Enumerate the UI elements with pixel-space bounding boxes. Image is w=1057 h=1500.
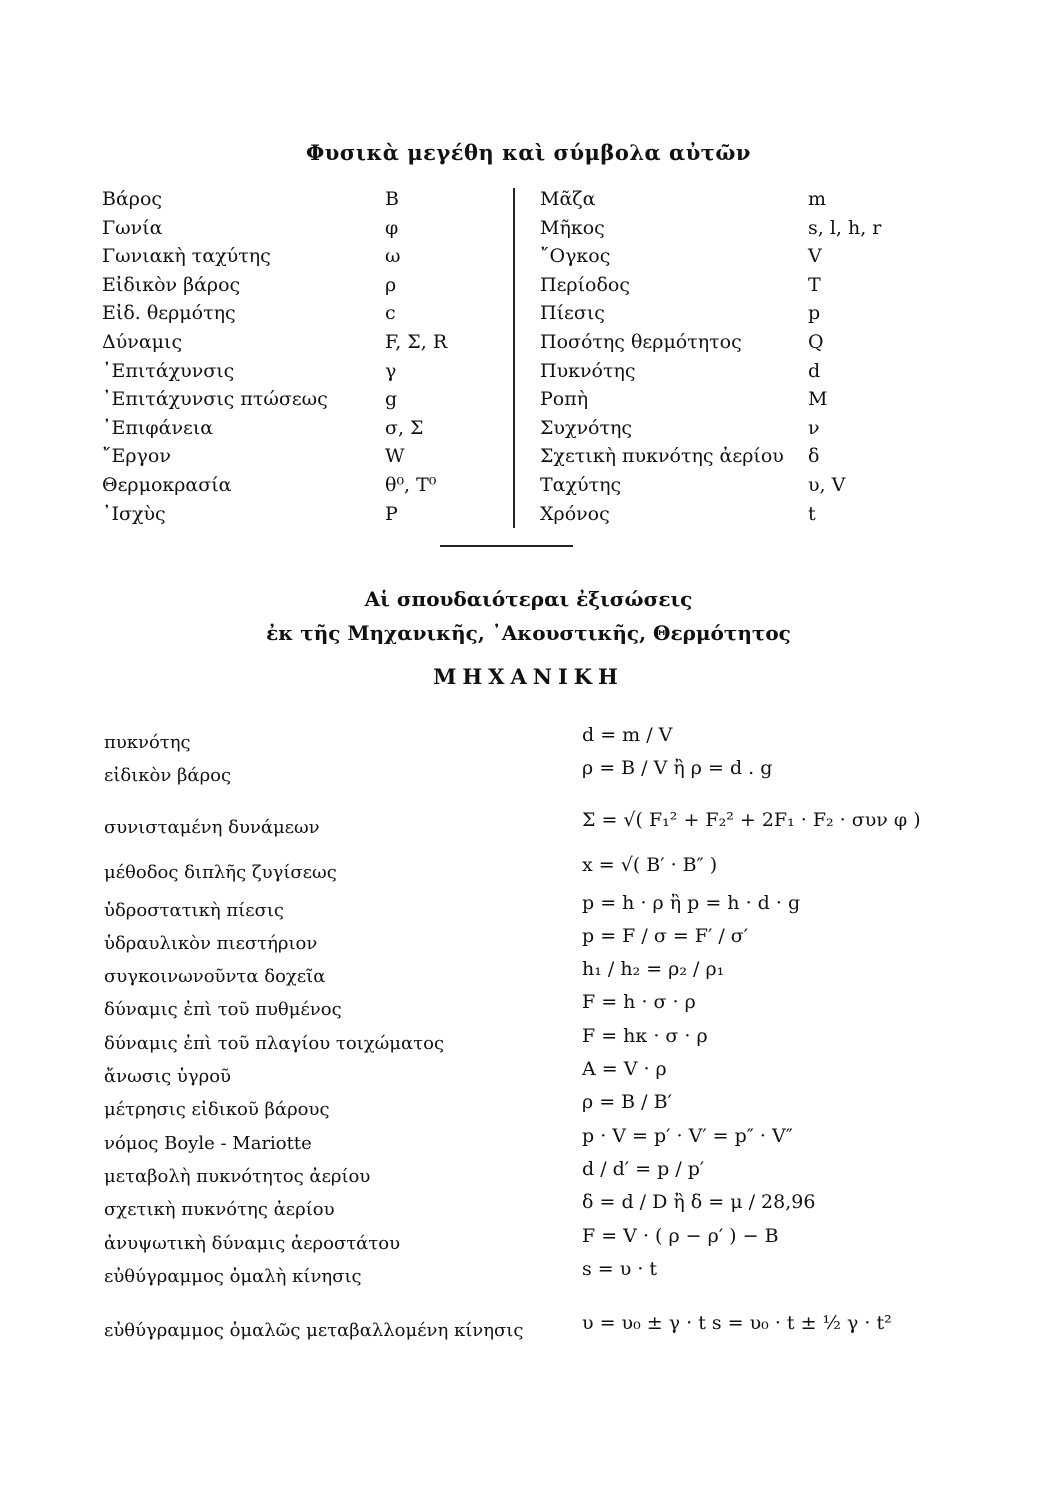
equation-name: συνισταμένη δυνάμεων	[104, 817, 320, 838]
left-quantity-name: ᾿Επιτάχυνσις	[102, 360, 235, 382]
left-quantity-name: Γωνία	[102, 217, 163, 239]
right-quantity-name: ῎Ογκος	[540, 245, 611, 267]
left-quantity-name: Θερμοκρασία	[102, 474, 232, 496]
right-quantity-name: Ποσότης θερμότητος	[540, 331, 742, 353]
equation-name: δύναμις ἐπὶ τοῦ πυθμένος	[104, 999, 342, 1020]
right-quantity-symbol: V	[808, 245, 822, 267]
left-quantity-name: ᾿Επιφάνεια	[102, 417, 214, 439]
equation-formula: h₁ / h₂ = ρ₂ / ρ₁	[582, 958, 725, 980]
right-quantity-symbol: p	[808, 302, 821, 324]
right-quantity-name: Περίοδος	[540, 274, 630, 296]
equation-formula: p = h · ρ ἢ p = h · d · g	[582, 892, 801, 914]
symbols-title: Φυσικὰ μεγέθη καὶ σύμβολα αὐτῶν	[306, 140, 751, 165]
column-divider	[513, 188, 515, 528]
equation-name: ὑδροστατικὴ πίεσις	[104, 900, 285, 921]
left-quantity-symbol: θ⁰, T⁰	[385, 474, 437, 496]
right-quantity-symbol: M	[808, 388, 828, 410]
left-quantity-name: ᾿Ισχὺς	[102, 503, 166, 525]
equation-formula: ρ = B / B′	[582, 1091, 672, 1113]
left-quantity-symbol: B	[385, 188, 399, 210]
right-quantity-symbol: d	[808, 360, 821, 382]
equation-formula: F = V · ( ρ − ρ′ ) − B	[582, 1225, 779, 1247]
left-quantity-name: Γωνιακὴ ταχύτης	[102, 245, 271, 267]
left-quantity-name: Εἰδικὸν βάρος	[102, 274, 241, 296]
left-quantity-symbol: F, Σ, R	[385, 331, 448, 353]
left-quantity-symbol: γ	[385, 360, 397, 382]
equation-name: εἰδικὸν βάρος	[104, 765, 232, 786]
equation-name: σχετικὴ πυκνότης ἀερίου	[104, 1199, 335, 1220]
equation-name: μέθοδος διπλῆς ζυγίσεως	[104, 862, 337, 883]
equation-name: εὐθύγραμμος ὁμαλὴ κίνησις	[104, 1266, 362, 1287]
equation-formula: A = V · ρ	[582, 1058, 667, 1080]
right-quantity-symbol: δ	[808, 445, 820, 467]
equations-title-1: Αἱ σπουδαιότεραι ἐξισώσεις	[364, 587, 693, 611]
equation-name: νόμος Boyle - Mariotte	[104, 1133, 312, 1154]
right-quantity-name: Πυκνότης	[540, 360, 636, 382]
left-quantity-name: ῎Εργον	[102, 445, 171, 467]
equation-formula: υ = υ₀ ± γ · t s = υ₀ · t ± ½ γ · t²	[582, 1312, 892, 1334]
right-quantity-name: Συχνότης	[540, 417, 633, 439]
equations-title-2: ἐκ τῆς Μηχανικῆς, ᾿Ακουστικῆς, Θερμότητος	[266, 621, 791, 645]
equation-formula: x = √( B′ · B″ )	[582, 854, 718, 876]
right-quantity-symbol: T	[808, 274, 821, 296]
equation-formula: δ = d / D ἢ δ = μ / 28,96	[582, 1191, 816, 1213]
right-quantity-symbol: ν	[808, 417, 820, 439]
right-quantity-symbol: m	[808, 188, 827, 210]
equation-formula: F = hκ · σ · ρ	[582, 1025, 708, 1047]
section-separator	[440, 545, 573, 547]
equation-formula: p · V = p′ · V′ = p″ · V″	[582, 1125, 793, 1147]
left-quantity-name: ᾿Επιτάχυνσις πτώσεως	[102, 388, 328, 410]
equation-formula: d / d′ = p / p′	[582, 1158, 705, 1180]
left-quantity-name: Δύναμις	[102, 331, 183, 353]
equation-name: μεταβολὴ πυκνότητος ἀερίου	[104, 1166, 371, 1187]
left-quantity-symbol: φ	[385, 217, 399, 239]
equation-name: πυκνότης	[104, 732, 191, 753]
right-quantity-name: Σχετικὴ πυκνότης ἀερίου	[540, 445, 784, 467]
right-quantity-name: Μῆκος	[540, 217, 605, 239]
equation-name: ἀνυψωτικὴ δύναμις ἀεροστάτου	[104, 1233, 401, 1254]
equation-name: συγκοινωνοῦντα δοχεῖα	[104, 966, 326, 987]
equation-formula: Σ = √( F₁² + F₂² + 2F₁ · F₂ · συν φ )	[582, 809, 921, 831]
right-quantity-symbol: s, l, h, r	[808, 217, 882, 239]
equation-name: δύναμις ἐπὶ τοῦ πλαγίου τοιχώματος	[104, 1033, 445, 1054]
right-quantity-name: Πίεσις	[540, 302, 605, 324]
left-quantity-name: Βάρος	[102, 188, 163, 210]
section-title: ΜΗΧΑΝΙΚΗ	[433, 664, 624, 689]
equation-name: ἄνωσις ὑγροῦ	[104, 1066, 231, 1087]
right-quantity-symbol: Q	[808, 331, 824, 353]
equation-name: ὑδραυλικὸν πιεστήριον	[104, 933, 318, 954]
left-quantity-symbol: ω	[385, 245, 401, 267]
equation-formula: F = h · σ · ρ	[582, 991, 696, 1013]
left-quantity-name: Εἰδ. θερμότης	[102, 302, 236, 324]
right-quantity-symbol: υ, V	[808, 474, 846, 496]
equation-formula: d = m / V	[582, 724, 673, 746]
left-quantity-symbol: c	[385, 302, 396, 324]
left-quantity-symbol: ρ	[385, 274, 397, 296]
left-quantity-symbol: P	[385, 503, 398, 525]
equation-formula: ρ = B / V ἢ ρ = d . g	[582, 757, 773, 779]
left-quantity-symbol: W	[385, 445, 405, 467]
left-quantity-symbol: g	[385, 388, 398, 410]
equation-formula: s = υ · t	[582, 1258, 658, 1280]
equation-formula: p = F / σ = F′ / σ′	[582, 925, 749, 947]
right-quantity-name: Ροπὴ	[540, 388, 589, 410]
right-quantity-symbol: t	[808, 503, 816, 525]
left-quantity-symbol: σ, Σ	[385, 417, 424, 439]
right-quantity-name: Ταχύτης	[540, 474, 622, 496]
equation-name: εὐθύγραμμος ὁμαλῶς μεταβαλλομένη κίνησις	[104, 1320, 524, 1341]
equation-name: μέτρησις εἰδικοῦ βάρους	[104, 1099, 330, 1120]
right-quantity-name: Χρόνος	[540, 503, 610, 525]
right-quantity-name: Μᾶζα	[540, 188, 596, 210]
